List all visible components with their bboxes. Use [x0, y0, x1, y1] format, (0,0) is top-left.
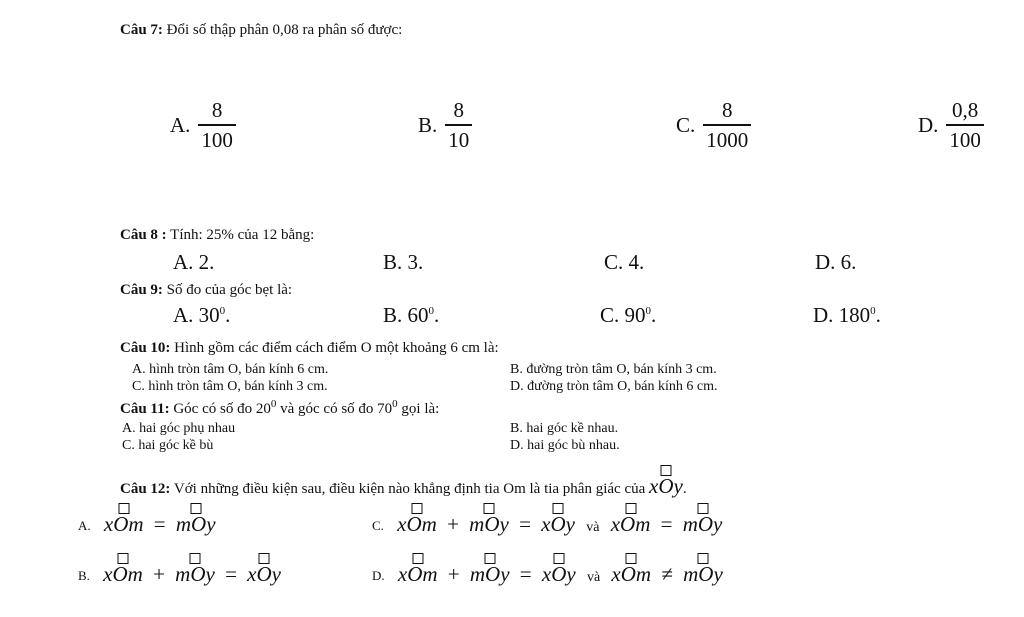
q9-text: Số đo của góc bẹt là: [166, 282, 293, 298]
angle-text: mOy [469, 562, 510, 586]
angle-text: xOy [541, 512, 575, 536]
q7-option-c[interactable] [676, 98, 751, 152]
degree-sup: 0 [270, 398, 277, 410]
angle-text: xOm [103, 562, 143, 586]
angle-hat-icon [625, 503, 636, 514]
option-end: . [875, 303, 881, 327]
q8-option-a[interactable]: A. 2. [173, 250, 215, 274]
q9-question [120, 282, 292, 299]
angle-text: xOm [397, 512, 437, 536]
fraction-denominator: 100 [201, 128, 233, 153]
angle-text: mOy [469, 512, 509, 536]
option-label: D. [372, 568, 385, 584]
angle-text: xOm [103, 512, 144, 536]
q7-option-a-label: A. [170, 112, 191, 137]
angle-moy [176, 512, 216, 537]
option-label: C. [600, 303, 620, 327]
angle-text: mOy [683, 562, 723, 586]
and-word: và [586, 520, 600, 535]
angle-text: mOy [175, 562, 215, 586]
q11-option-d[interactable]: D. hai góc bù nhau. [510, 438, 620, 453]
angle-text: xOm [611, 562, 652, 586]
degree-sup: 0 [645, 305, 652, 317]
q10-option-d[interactable]: D. đường tròn tâm O, bán kính 6 cm. [510, 379, 718, 394]
angle-hat-icon [190, 503, 201, 514]
angle-hat-icon [412, 553, 423, 564]
option-value: 90 [624, 303, 646, 327]
angle-hat-icon [190, 553, 201, 564]
q8-option-b[interactable]: B. 3. [383, 250, 424, 274]
q11-option-a[interactable]: A. hai góc phụ nhau [122, 421, 236, 436]
degree-sup: 0 [219, 305, 226, 317]
q7-option-b-label: B. [418, 112, 438, 137]
q7-option-d[interactable] [918, 98, 984, 152]
q7-option-b[interactable] [418, 98, 472, 152]
q7-option-c-fraction [703, 98, 751, 152]
angle-xom [398, 562, 438, 587]
angle-text: mOy [682, 512, 723, 536]
q7-question [120, 22, 402, 39]
option-end: . [651, 303, 657, 327]
q8-title: Câu 8 : [120, 227, 167, 243]
q12-text: Với những điều kiện sau, điều kiện nào khẳng định tia Om là tia phân giác của [173, 481, 646, 497]
option-label: B. [383, 303, 403, 327]
angle-xom [611, 562, 651, 587]
q7-option-b-fraction [445, 98, 472, 152]
q12-angle-xoy [649, 474, 683, 499]
q12-option-b[interactable] [78, 562, 281, 587]
q12-option-d[interactable] [372, 562, 723, 587]
q11-title: Câu 11: [120, 401, 170, 417]
fraction-numerator: 8 [211, 98, 223, 122]
q12-option-c[interactable] [372, 512, 722, 537]
q10-text: Hình gồm các điểm cách điểm O một khoảng 6 cm là: [174, 340, 499, 356]
q11-text-a: Góc có số đo [173, 401, 253, 417]
q10-title: Câu 10: [120, 340, 171, 356]
q9-option-c[interactable] [600, 303, 656, 328]
q8-option-d[interactable]: D. 6. [815, 250, 857, 274]
q7-option-a[interactable] [170, 98, 236, 152]
q12-question [120, 474, 687, 499]
angle-xom [397, 512, 437, 537]
angle-hat-icon [553, 503, 564, 514]
angle-moy [683, 562, 723, 587]
q12-option-a[interactable] [78, 512, 216, 537]
q7-option-a-fraction [198, 98, 236, 152]
angle-hat-icon [412, 503, 423, 514]
angle-text: xOy [247, 562, 281, 586]
plus-sign: + [447, 562, 460, 586]
q9-option-b[interactable] [383, 303, 439, 328]
angle-hat-icon [259, 553, 270, 564]
q7-option-d-label: D. [918, 112, 939, 137]
degree-sup: 0 [870, 305, 876, 317]
option-end: . [434, 303, 440, 327]
fraction-numerator: 8 [453, 98, 465, 122]
q11-option-b[interactable]: B. hai góc kề nhau. [510, 421, 619, 436]
angle-text: xOm [610, 512, 651, 536]
fraction-denominator: 10 [448, 128, 470, 153]
q12-title: Câu 12: [120, 481, 171, 497]
fraction-numerator: 0,8 [952, 98, 979, 122]
equals-sign: = [153, 512, 166, 536]
fraction-bar [946, 124, 984, 126]
angle-xoy [247, 562, 281, 587]
fraction-bar [198, 124, 236, 126]
angle-hat-icon [697, 503, 708, 514]
q10-option-c[interactable]: C. hình tròn tâm O, bán kính 3 cm. [132, 379, 328, 394]
angle-text: xOy [541, 562, 576, 586]
fraction-bar [445, 124, 472, 126]
equals-sign: = [519, 512, 531, 536]
q11-deg1: 20 [255, 401, 271, 417]
angle-hat-icon [553, 553, 564, 564]
q7-title: Câu 7: [120, 22, 163, 38]
angle-text: mOy [175, 512, 216, 536]
angle-hat-icon [118, 553, 129, 564]
angle-text: xOy [649, 474, 683, 498]
option-label: C. [372, 518, 384, 534]
fraction-numerator: 8 [722, 98, 733, 122]
angle-hat-icon [484, 553, 495, 564]
q10-question [120, 340, 499, 357]
option-label: D. [813, 303, 834, 327]
q12-end: . [682, 481, 687, 497]
option-label: A. [173, 303, 194, 327]
q8-option-c[interactable]: C. 4. [604, 250, 645, 274]
degree-sup: 0 [392, 398, 398, 410]
angle-xom [104, 512, 144, 537]
q11-text-c: gọi là: [401, 401, 440, 417]
option-end: . [225, 303, 231, 327]
fraction-denominator: 100 [949, 128, 981, 153]
equals-sign: = [225, 562, 237, 586]
angle-moy [469, 512, 509, 537]
angle-text: xOm [397, 562, 438, 586]
angle-moy [470, 562, 510, 587]
q11-text-b: và góc có số đo [280, 401, 374, 417]
angle-moy [175, 562, 215, 587]
q9-option-a[interactable] [173, 303, 230, 328]
plus-sign: + [153, 562, 165, 586]
q7-option-d-fraction [946, 98, 984, 152]
degree-sup: 0 [428, 305, 435, 317]
option-label: A. [78, 518, 91, 534]
angle-hat-icon [118, 503, 129, 514]
q8-text: Tính: 25% của 12 bằng: [170, 227, 315, 243]
equals-sign: = [519, 562, 532, 586]
q10-option-b[interactable]: B. đường tròn tâm O, bán kính 3 cm. [510, 362, 717, 377]
angle-xoy [542, 562, 576, 587]
option-value: 180 [838, 303, 871, 327]
not-equal-sign: ≠ [661, 562, 673, 586]
angle-xoy [541, 512, 575, 537]
q11-deg2: 70 [377, 401, 393, 417]
angle-moy [683, 512, 723, 537]
angle-xom [611, 512, 651, 537]
option-value: 30 [198, 303, 220, 327]
angle-hat-icon [626, 553, 637, 564]
equals-sign: = [660, 512, 673, 536]
q7-option-c-label: C. [676, 112, 696, 137]
and-word: và [586, 570, 601, 585]
q9-title: Câu 9: [120, 282, 163, 298]
q11-question [120, 398, 439, 418]
q9-option-d[interactable] [813, 303, 881, 328]
angle-hat-icon [484, 503, 495, 514]
fraction-bar [703, 124, 751, 126]
angle-hat-icon [697, 553, 708, 564]
angle-hat-icon [660, 465, 671, 476]
q7-text: Đổi số thập phân 0,08 ra phân số được: [166, 22, 403, 38]
option-value: 60 [407, 303, 429, 327]
q11-option-c[interactable]: C. hai góc kề bù [122, 438, 214, 453]
plus-sign: + [447, 512, 459, 536]
fraction-denominator: 1000 [706, 128, 749, 153]
q8-question [120, 227, 314, 244]
q10-option-a[interactable]: A. hình tròn tâm O, bán kính 6 cm. [132, 362, 329, 377]
option-label: B. [78, 568, 90, 584]
angle-xom [103, 562, 143, 587]
